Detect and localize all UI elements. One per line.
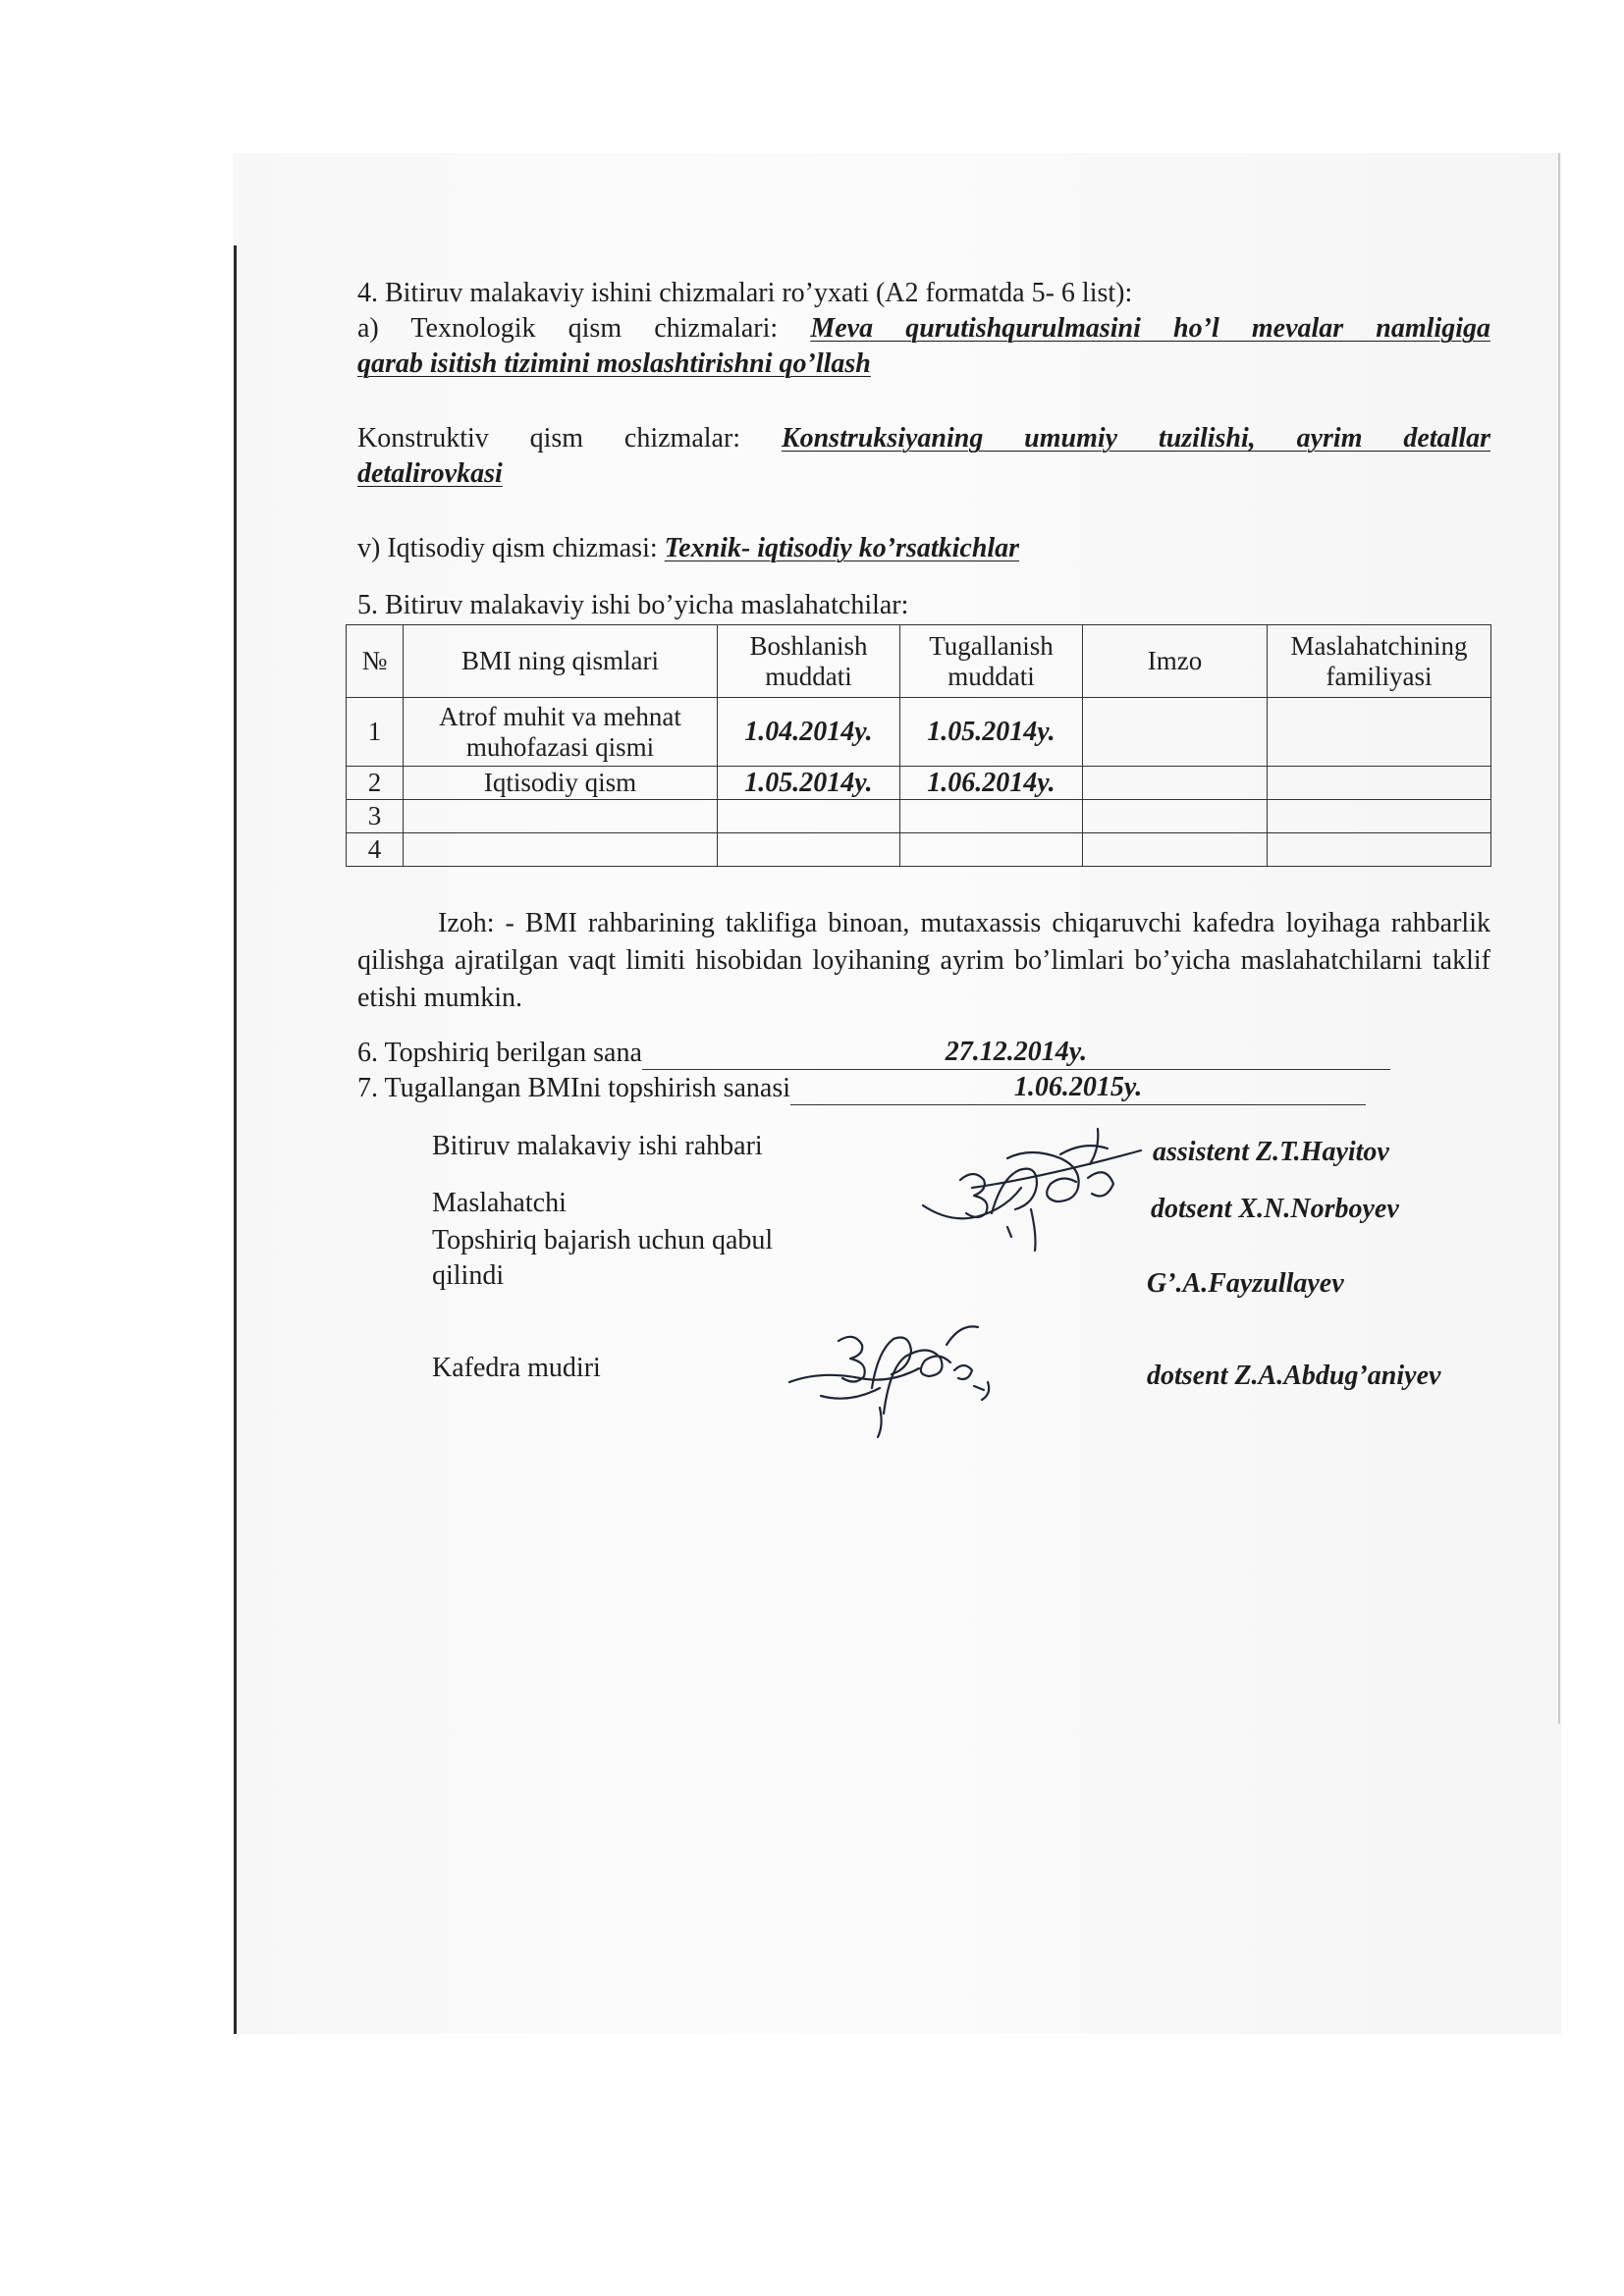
head-signature-mark xyxy=(782,1306,1007,1443)
econ-label: v) Iqtisodiy qism chizmasi: xyxy=(357,533,665,563)
cell-num: 3 xyxy=(347,800,404,833)
section6-line xyxy=(357,1037,1390,1070)
section4-tech-line-2 xyxy=(357,347,871,381)
accepted-label-1: Topshiriq bajarish uchun qabul xyxy=(432,1225,774,1255)
cell-end xyxy=(900,833,1083,867)
cell-surname xyxy=(1268,800,1491,833)
constr-value-2: detalirovkasi xyxy=(357,458,503,489)
col-header-end: Tugallanish muddati xyxy=(900,625,1083,698)
section4-constr-line-2 xyxy=(357,457,503,491)
cell-surname xyxy=(1268,698,1491,767)
table-row xyxy=(347,698,1491,767)
cell-end: 1.06.2014y. xyxy=(900,767,1083,800)
section4-constr-line xyxy=(357,422,1490,455)
section4-heading: 4. Bitiruv malakaviy ishini chizmalari ro’yxati (A2 formatda 5- 6 list): xyxy=(357,278,1133,308)
constr-label: Konstruktiv qism chizmalar: xyxy=(357,423,782,454)
section6-blank xyxy=(642,1037,1390,1070)
col-header-surname: Maslahatchining familiyasi xyxy=(1268,625,1491,698)
consultant-label: Maslahatchi xyxy=(432,1188,567,1218)
section4-econ-line xyxy=(357,532,1019,565)
supervisor-label: Bitiruv malakaviy ishi rahbari xyxy=(432,1131,763,1161)
cell-part xyxy=(404,800,718,833)
section4-tech-line xyxy=(357,312,1490,346)
econ-value: Texnik- iqtisodiy ko’rsatkichlar xyxy=(664,533,1020,563)
cell-start: 1.05.2014y. xyxy=(718,767,900,800)
head-name: dotsent Z.A.Abdug’aniyev xyxy=(1147,1361,1441,1391)
tech-label: a) Texnologik qism chizmalari: xyxy=(357,313,811,344)
scan-edge-right xyxy=(1558,153,1560,1724)
note-text: Izoh: - BMI rahbarining taklifiga binoan, mutaxassis chiqaruvchi kafedra loyihaga rahbarlik qilishga ajratilgan vaqt limiti hisobidan loyihaning ayrim bo’limlari bo’yicha maslahatchilarni taklif etishi mumkin. xyxy=(357,908,1490,1013)
section6-label: 6. Topshiriq berilgan sana xyxy=(357,1038,642,1068)
cell-start xyxy=(718,833,900,867)
cell-end: 1.05.2014y. xyxy=(900,698,1083,767)
constr-value-1: Konstruksiyaning umumiy tuzilishi, ayrim detallar xyxy=(781,423,1490,454)
col-header-num: № xyxy=(347,625,404,698)
cell-num: 1 xyxy=(347,698,404,767)
col-header-part: BMI ning qismlari xyxy=(404,625,718,698)
cell-num: 4 xyxy=(347,833,404,867)
section7-value: 1.06.2015y. xyxy=(1013,1072,1143,1102)
section5-heading: 5. Bitiruv malakaviy ishi bo’yicha maslahatchilar: xyxy=(357,590,909,620)
cell-end xyxy=(900,800,1083,833)
note-paragraph xyxy=(357,905,1490,1017)
cell-start: 1.04.2014y. xyxy=(718,698,900,767)
cell-start xyxy=(718,800,900,833)
accepted-name: G’.A.Fayzullayev xyxy=(1147,1268,1344,1299)
cell-part: Iqtisodiy qism xyxy=(404,767,718,800)
col-header-start: Boshlanish muddati xyxy=(718,625,900,698)
scan-edge-left xyxy=(234,245,237,2034)
consultants-table xyxy=(346,624,1491,867)
table-row xyxy=(347,800,1491,833)
table-row xyxy=(347,833,1491,867)
signature-mark xyxy=(913,1119,1149,1266)
tech-value-2: qarab isitish tizimini moslashtirishni qo’llash xyxy=(357,348,871,379)
cell-part xyxy=(404,833,718,867)
supervisor-name: assistent Z.T.Hayitov xyxy=(1153,1137,1389,1167)
section7-blank xyxy=(790,1072,1366,1105)
cell-surname xyxy=(1268,767,1491,800)
consultant-name: dotsent X.N.Norboyev xyxy=(1151,1194,1399,1224)
col-header-sign: Imzo xyxy=(1083,625,1268,698)
section7-line xyxy=(357,1072,1366,1105)
table-row xyxy=(347,767,1491,800)
cell-surname xyxy=(1268,833,1491,867)
cell-sign xyxy=(1083,833,1268,867)
cell-part: Atrof muhit va mehnat muhofazasi qismi xyxy=(404,698,718,767)
cell-sign xyxy=(1083,800,1268,833)
cell-num: 2 xyxy=(347,767,404,800)
tech-value-1: Meva qurutishqurulmasini ho’l mevalar namligiga xyxy=(810,313,1490,344)
cell-sign xyxy=(1083,698,1268,767)
section7-label: 7. Tugallangan BMIni topshirish sanasi xyxy=(357,1073,791,1103)
cell-sign xyxy=(1083,767,1268,800)
accepted-label-2: qilindi xyxy=(432,1260,505,1291)
head-label: Kafedra mudiri xyxy=(432,1353,601,1383)
section6-value: 27.12.2014y. xyxy=(945,1037,1088,1067)
table-header-row xyxy=(347,625,1491,698)
